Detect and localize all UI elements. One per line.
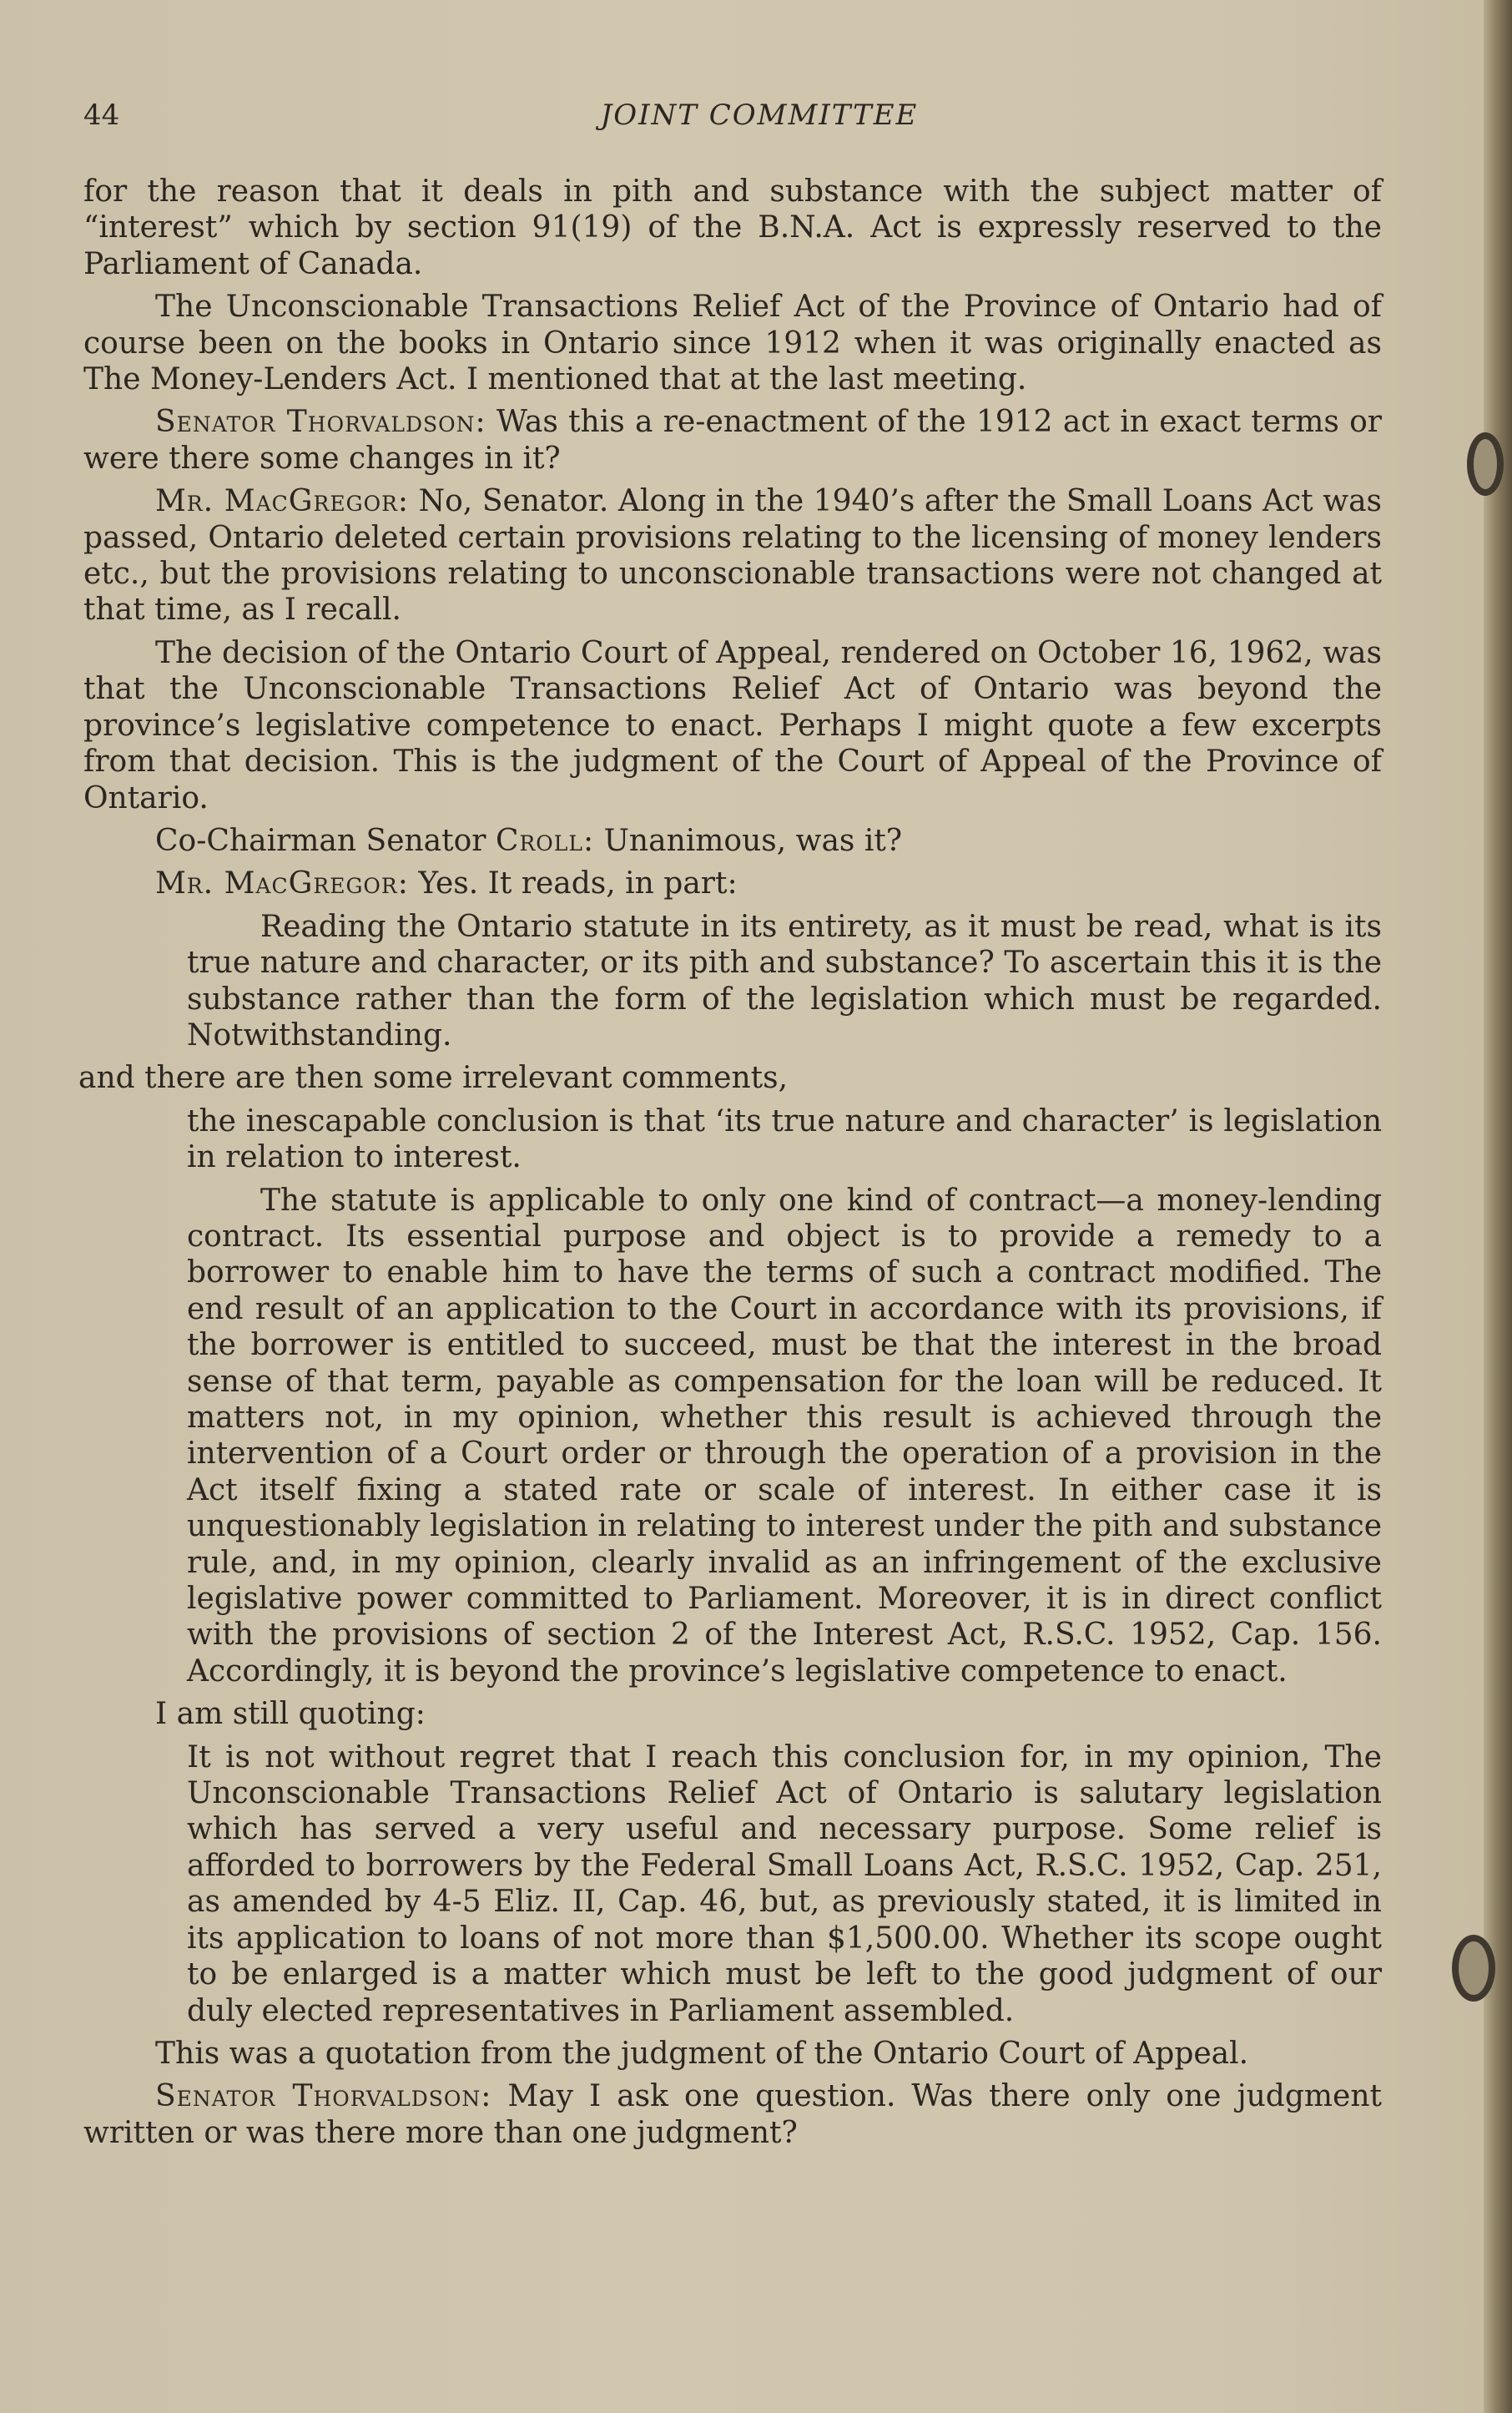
binding-gutter [1484, 0, 1512, 2413]
paragraph [83, 823, 1382, 859]
speaker-prefix: Co-Chairman Senator [155, 823, 496, 858]
paragraph [83, 404, 1382, 477]
paragraph [83, 2078, 1382, 2151]
speaker-name: Croll: [495, 823, 595, 858]
block-quote: Reading the Ontario statute in its entirety, as it must be read, what is its true nature and character, or its pith and substance? To ascertain this it is the substance rather than the form of the legislation which must be regarded. Notwithstanding. [187, 909, 1382, 1053]
page-body [78, 174, 1382, 2151]
speaker-name: Senator Thorvaldson: [155, 405, 486, 440]
speech-text: Unanimous, was it? [594, 823, 903, 858]
block-quote: It is not without regret that I reach this conclusion for, in my opinion, The Unconscionable Transactions Relief Act of Ontario is salutary legislation which has served a very useful and necessary purpose. Some relief is afforded to borrowers by the Federal Small Loans Act, R.S.C. 1952, Cap. 251, as amended by 4-5 Eliz. II, Cap. 46, but, as previously stated, it is limited in its application to loans of not more than $1,500.00. Whether its scope ought to be enlarged is a matter which must be left to the good judgment of our duly elected representatives in Parliament assembled. [187, 1739, 1382, 2028]
block-quote: the inescapable conclusion is that ‘its true nature and character’ is legislation in relation to interest. [187, 1103, 1382, 1175]
speech-text: May I ask one question. Was there only one judgment written or was there more than one judgment? [83, 2079, 1382, 2150]
speaker-name: Mr. MacGregor: [155, 866, 409, 901]
speech-text: Yes. It reads, in part: [408, 866, 738, 901]
paragraph: for the reason that it deals in pith and substance with the subject matter of “interest” which by section 91(19) of the B.N.A. Act is expressly reserved to the Parliament of Canada. [83, 174, 1382, 281]
paragraph [83, 866, 1382, 901]
page-header [83, 98, 1385, 140]
paragraph: The Unconscionable Transactions Relief Act of the Province of Ontario had of course been on the books in Ontario since 1912 when it was originally enacted as The Money-Lenders Act. I mentioned that at the last meeting. [83, 290, 1382, 397]
paragraph: The decision of the Ontario Court of Appeal, rendered on October 16, 1962, was that the Unconscionable Transactions Relief Act of Ontario was beyond the province’s legislative competence to enact. Perhaps I might quote a few excerpts from that decision. This is the judgment of the Court of Appeal of the Province of Ontario. [83, 635, 1382, 815]
paragraph [83, 483, 1382, 628]
paragraph: and there are then some irrelevant comments, [78, 1061, 789, 1096]
binding-ring-icon [1467, 432, 1504, 496]
paragraph: This was a quotation from the judgment of the Ontario Court of Appeal. [155, 2036, 1249, 2071]
binding-ring-icon [1452, 1935, 1495, 2002]
speech-text: Was this a re-enactment of the 1912 act in exact terms or were there some changes in it? [83, 405, 1382, 476]
speaker-name: Senator Thorvaldson: [155, 2079, 492, 2114]
speaker-name: Mr. MacGregor: [155, 484, 410, 519]
block-quote: The statute is applicable to only one kind of contract—a money-lending contract. Its essential purpose and object is to provide a remedy to a borrower to enable him to have the terms of such a contract modified. The end result of an application to the Court in accordance with its provisions, if the borrower is entitled to succeed, must be that the interest in the broad sense of that term, payable as compensation for the loan will be reduced. It matters not, in my opinion, whether this result is achieved through the intervention of a Court order or through the operation of a provision in the Act itself fixing a stated rate or scale of interest. In either case it is unquestionably legislation in relating to interest under the pith and substance rule, and, in my opinion, clearly invalid as an infringement of the exclusive legislative power committed to Parliament. Moreover, it is in direct conflict with the provisions of section 2 of the Interest Act, R.S.C. 1952, Cap. 156. Accordingly, it is beyond the province’s legislative competence to enact. [187, 1183, 1382, 1689]
paragraph: I am still quoting: [155, 1697, 426, 1732]
page-number: 44 [83, 98, 120, 132]
running-title: JOINT COMMITTEE [600, 98, 919, 132]
speech-text: No, Senator. Along in the 1940’s after the Small Loans Act was passed, Ontario deleted certain provisions relating to the licensing of money lenders etc., but the provisions relating to unconscionable transactions were not changed at that time, as I recall. [83, 484, 1382, 628]
